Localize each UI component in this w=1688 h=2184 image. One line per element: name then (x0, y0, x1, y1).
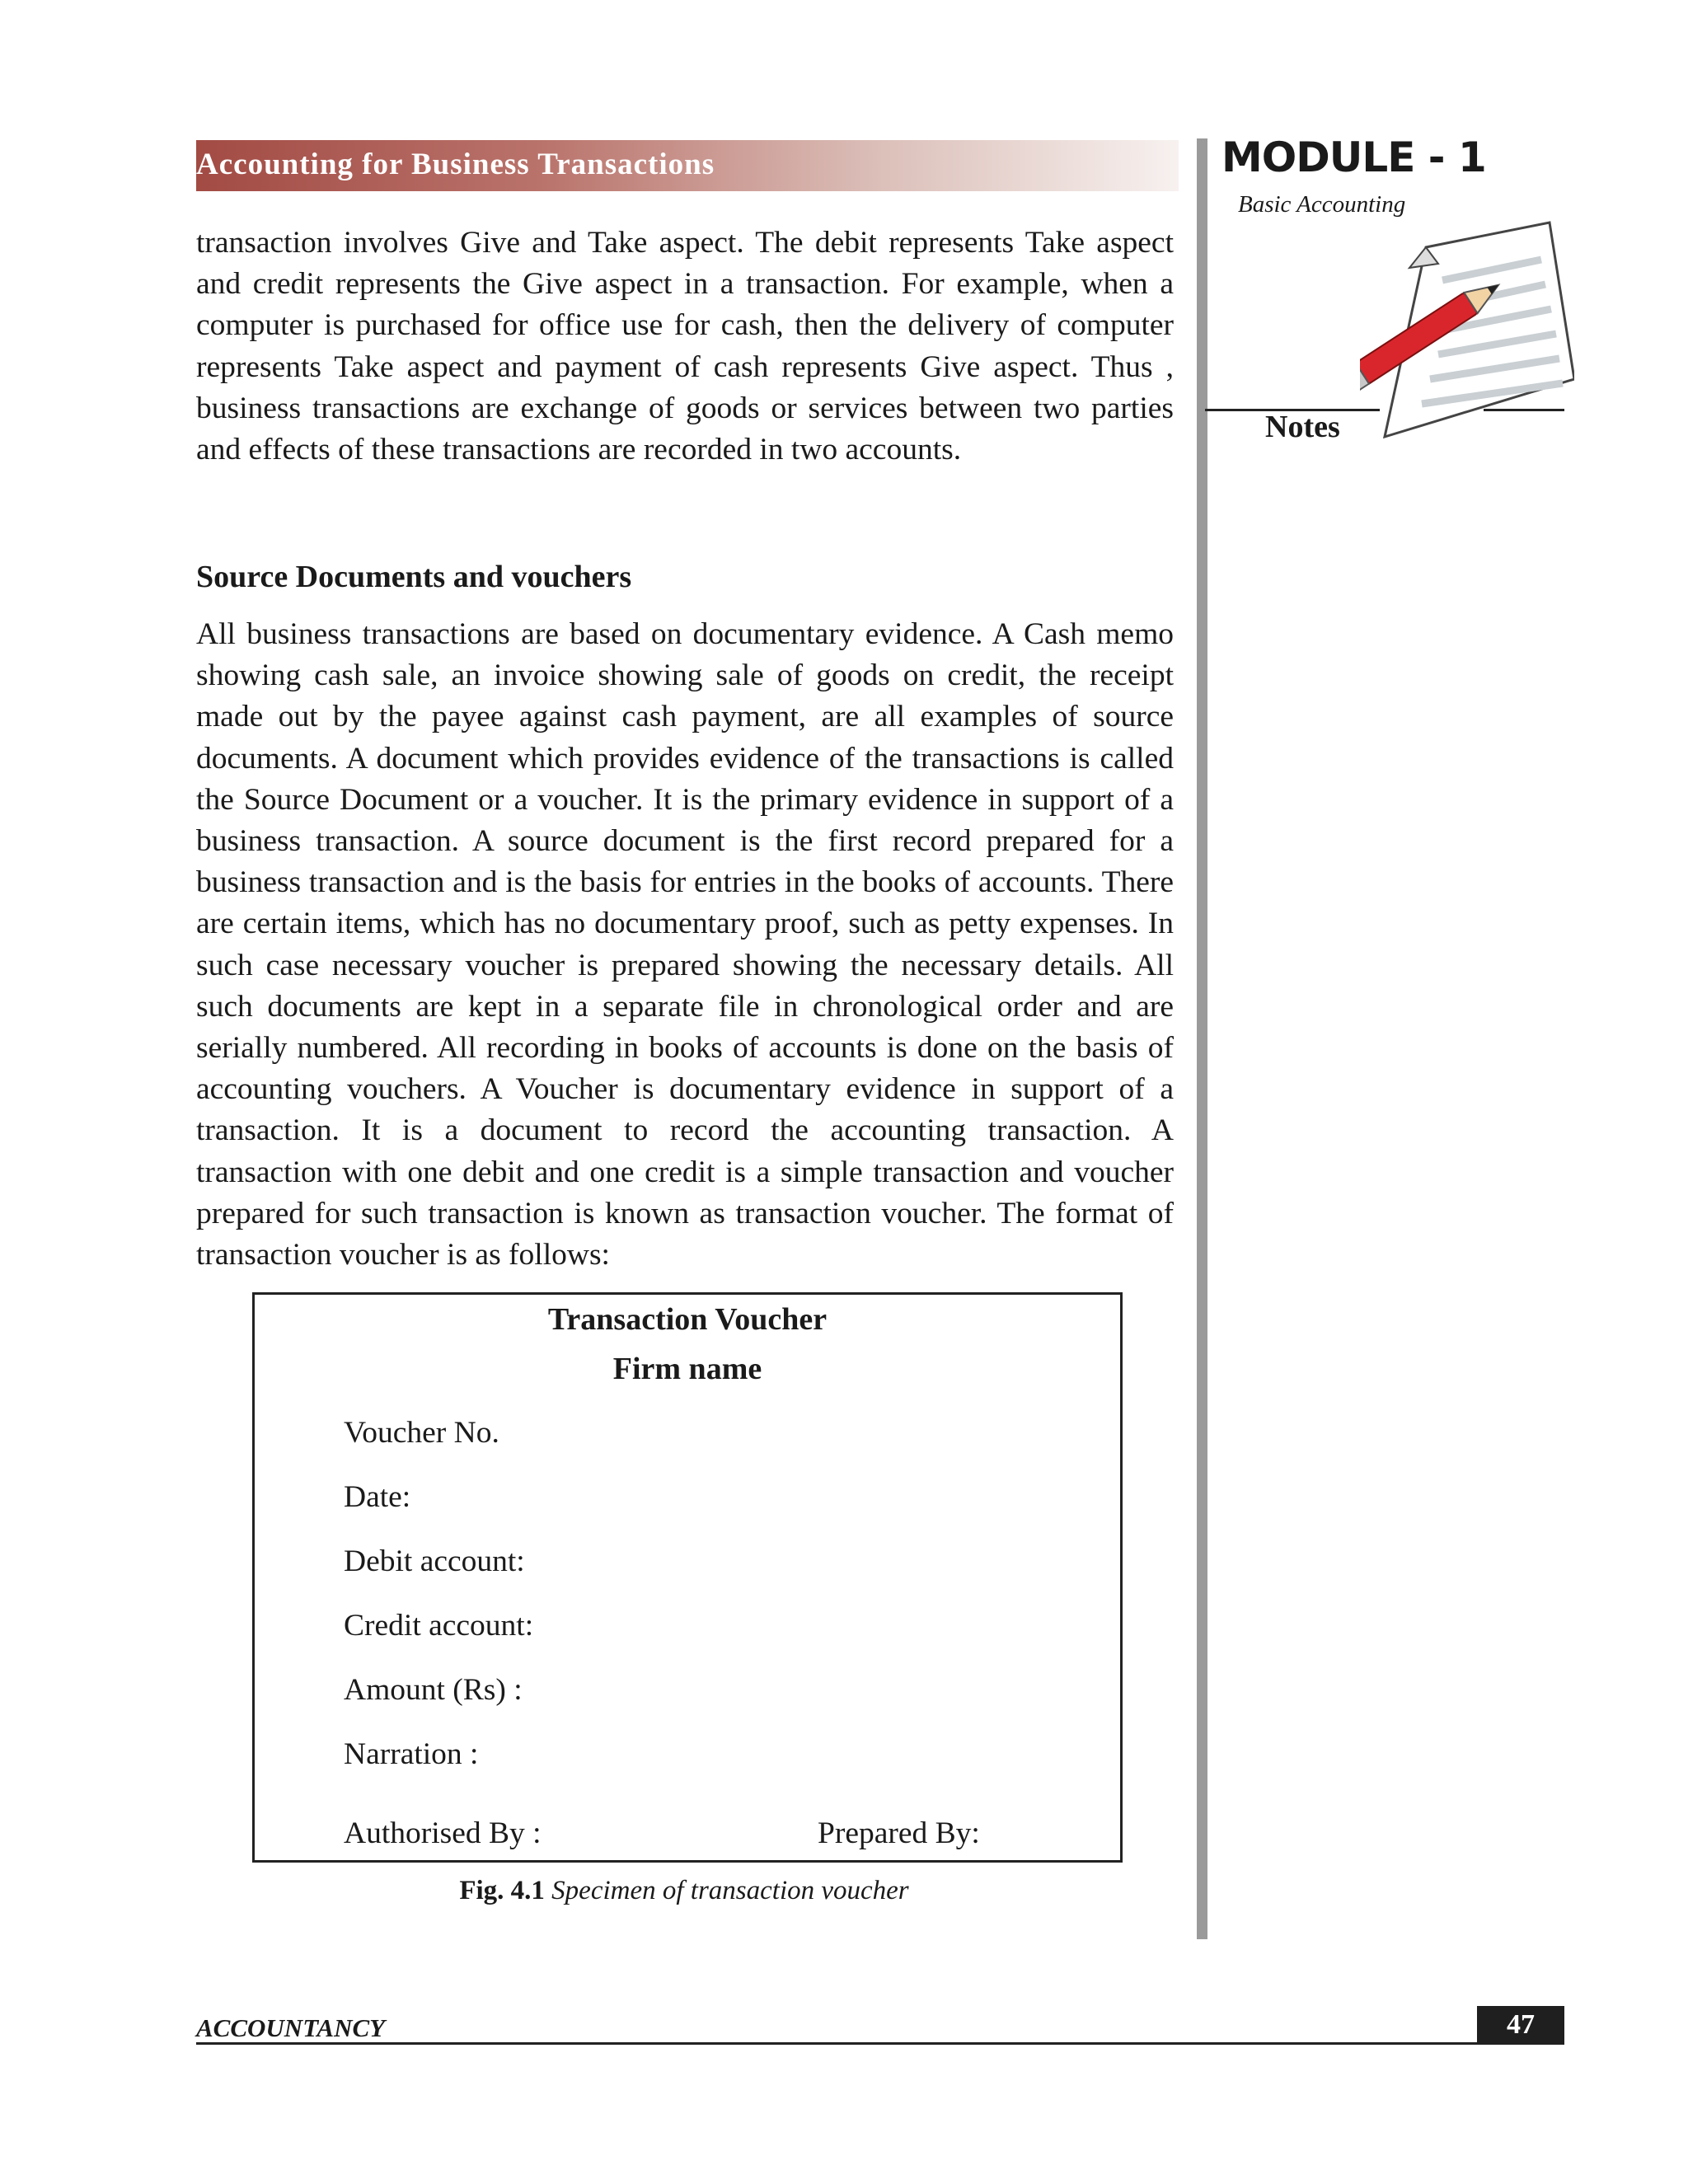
voucher-title: Transaction Voucher (547, 1302, 828, 1337)
footer-subject: ACCOUNTANCY (196, 2013, 386, 2042)
chapter-title: Accounting for Business Transactions (196, 148, 715, 181)
module-title: MODULE - 1 (1221, 134, 1486, 181)
footer-rule (196, 2042, 1564, 2045)
voucher-firm-name: Firm name (612, 1352, 762, 1386)
voucher-field: Date: (344, 1480, 411, 1514)
figure-label: Fig. 4.1 (459, 1876, 545, 1905)
voucher-authorised-by: Authorised By : (344, 1816, 542, 1850)
voucher-field: Narration : (344, 1737, 479, 1771)
section-heading: Source Documents and vouchers (196, 560, 632, 594)
voucher-field: Credit account: (344, 1609, 534, 1643)
notes-pencil-icon (1360, 214, 1574, 445)
transaction-voucher-box (252, 1292, 1123, 1863)
voucher-prepared-by: Prepared By: (818, 1816, 980, 1850)
intro-paragraph: transaction involves Give and Take aspect. The debit represents Take aspect and credit represents the Give aspect in a transaction. For example, when a computer is purchased for office use for cash, then the delivery of computer represents Take aspect and payment of cash represents Give aspect. Thus , business transactions are exchange of goods or services between two parties and effects of these transactions are recorded in two accounts. (196, 226, 1174, 467)
page-number: 47 (1477, 2006, 1564, 2044)
section-paragraph: All business transactions are based on documentary evidence. A Cash memo showing cash sale, an invoice showing sale of goods on credit, the receipt made out by the payee against cash payment, are all examples of source documents. A document which provides evidence of the transactions is called the Source Document or a voucher. It is the primary evidence in support of a business transaction. A source document is the first record prepared for a business transaction and is the basis for entries in the books of accounts. There are certain items, which has no documentary proof, such as petty expenses. In such case necessary voucher is prepared showing the necessary details. All such documents are kept in a separate file in chronological order and are serially numbered. All recording in books of accounts is done on the basis of accounting vouchers. A Voucher is documentary evidence in support of a transaction. It is a document to record the accounting transaction. A transaction with one debit and one credit is a simple transaction and voucher prepared for such transaction is known as transaction voucher. The format of transaction voucher is as follows: (196, 617, 1174, 1272)
voucher-field: Amount (Rs) : (344, 1673, 523, 1707)
module-subtitle: Basic Accounting (1238, 191, 1406, 218)
voucher-field: Debit account: (344, 1544, 525, 1578)
figure-caption (0, 1876, 1368, 1906)
notes-label: Notes (1265, 410, 1340, 444)
chapter-header-band (196, 140, 1179, 191)
voucher-field: Voucher No. (344, 1416, 499, 1450)
figure-caption-text: Specimen of transaction voucher (551, 1876, 909, 1905)
